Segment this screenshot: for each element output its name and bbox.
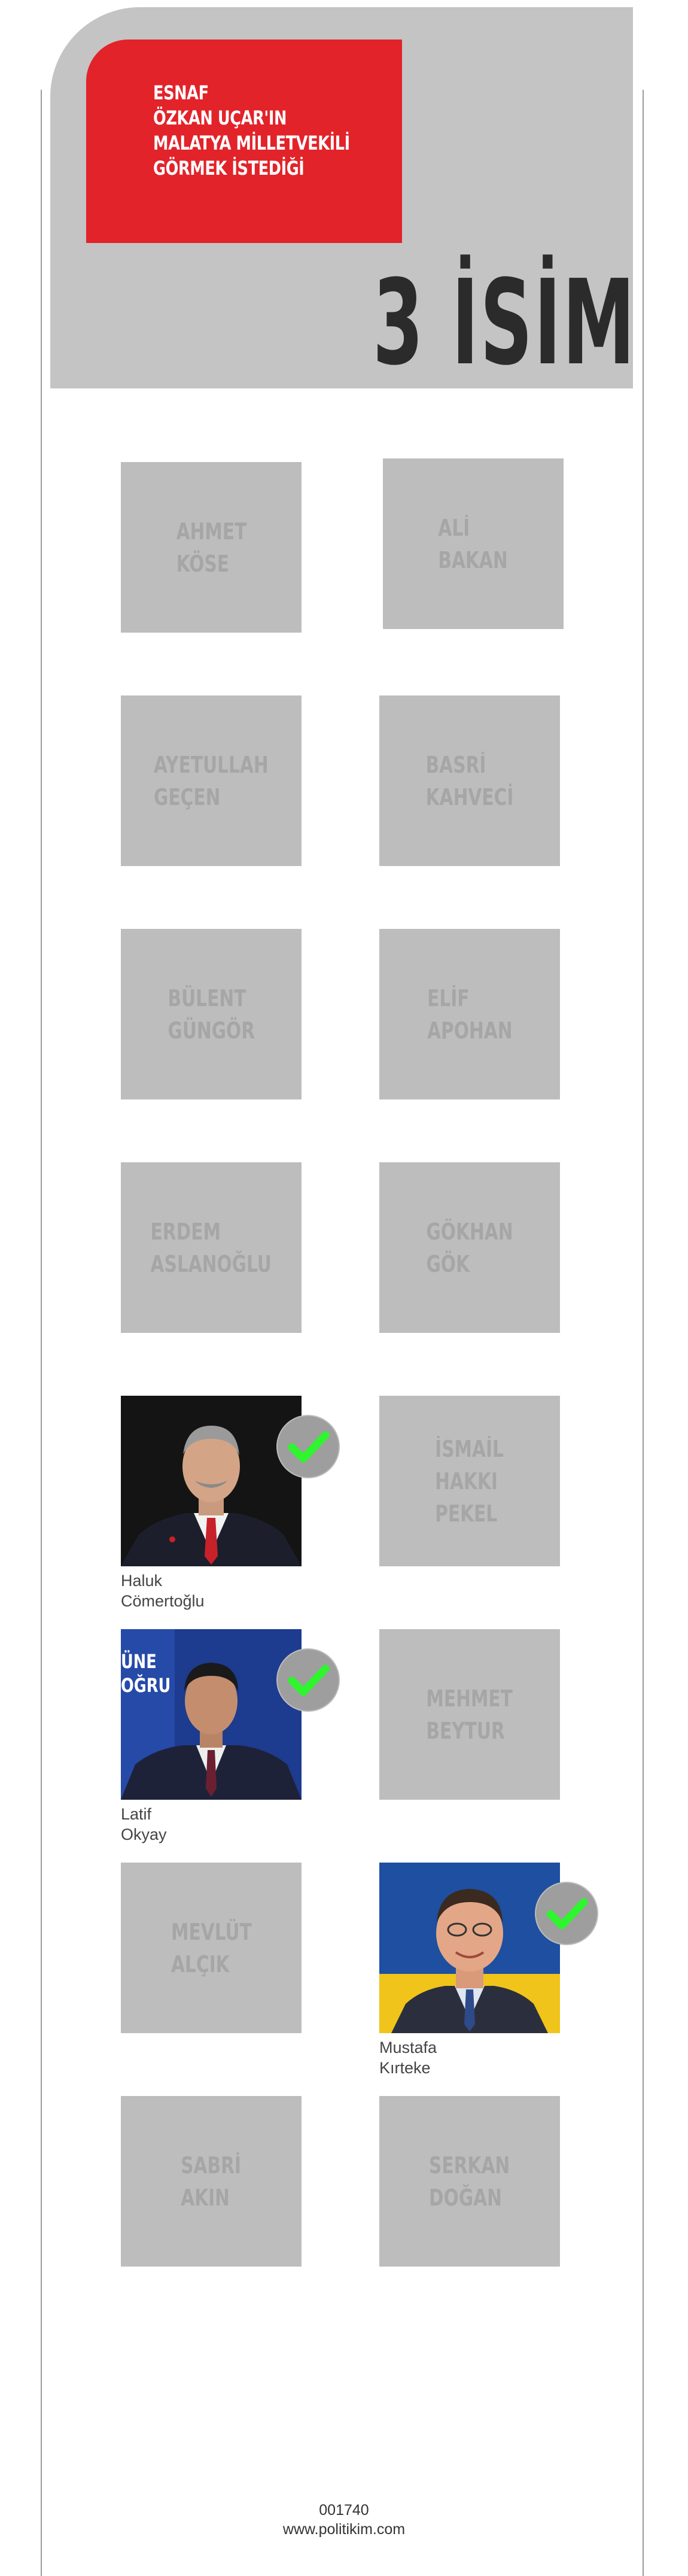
candidate-last-name: Kırteke (379, 2059, 431, 2077)
candidate-last-name: Okyay (121, 1825, 167, 1843)
candidate-name: SERKAN DOĞAN (429, 2152, 510, 2211)
candidate-first-name: Haluk (121, 1572, 163, 1590)
check-mark-icon (278, 1650, 339, 1711)
candidate-caption (379, 2037, 583, 2078)
footer (0, 2501, 688, 2539)
candidate-name: AYETULLAH GEÇEN (154, 751, 269, 810)
candidate-tile-latif-okyay (121, 1629, 302, 1843)
candidate-name: BASRİ KAHVECİ (425, 751, 514, 810)
candidate-name: SABRİ AKIN (181, 2152, 242, 2211)
footer-site: www.politikim.com (282, 2521, 406, 2538)
candidate-name: MEHMET BEYTUR (426, 1685, 513, 1744)
candidate-name: BÜLENT GÜNGÖR (168, 985, 255, 1044)
frame-line-right (643, 90, 644, 2576)
candidate-tile-ahmet-kose (121, 462, 302, 633)
candidate-tile-haluk-comertoglu (121, 1396, 302, 1610)
candidate-name: ELİF APOHAN (427, 985, 513, 1044)
candidate-caption (121, 1804, 324, 1845)
candidate-name: ALİ BAKAN (438, 514, 509, 573)
candidate-tile-mehmet-beytur (379, 1629, 560, 1800)
candidate-first-name: Mustafa (379, 2039, 437, 2056)
candidate-tile-elif-apohan (379, 929, 560, 1099)
candidate-tile-gokhan-gok (379, 1162, 560, 1333)
candidate-photo (121, 1396, 302, 1566)
candidate-tile-ali-bakan (383, 458, 564, 629)
check-mark-icon (278, 1416, 339, 1477)
candidate-name: AHMET KÖSE (176, 518, 246, 577)
candidate-name: MEVLÜT ALÇIK (171, 1918, 252, 1977)
footer-code: 001740 (319, 2502, 369, 2519)
header-title (153, 80, 350, 181)
candidate-first-name: Latif (121, 1805, 152, 1823)
check-mark-icon (536, 1883, 597, 1944)
header-line: GÖRMEK İSTEDİĞİ (153, 157, 305, 180)
header-line: ESNAF (153, 81, 209, 104)
backdrop-text: ÜNE OĞRU (121, 1650, 171, 1697)
candidate-tile-mustafa-kirteke (379, 1863, 560, 2077)
candidate-tile-mevlut-alcik (121, 1863, 302, 2033)
candidate-name: ERDEM ASLANOĞLU (150, 1218, 272, 1277)
candidate-name: İSMAİL HAKKI PEKEL (435, 1435, 504, 1527)
candidate-name: GÖKHAN GÖK (426, 1218, 513, 1277)
candidate-tile-serkan-dogan (379, 2096, 560, 2267)
header-line: ÖZKAN UÇAR'IN (153, 107, 287, 129)
candidate-caption (121, 1570, 324, 1611)
count-heading: 3 İSİM (373, 255, 637, 391)
candidate-photo (121, 1629, 302, 1800)
candidate-photo (379, 1863, 560, 2033)
portrait-illustration (379, 1863, 560, 2033)
portrait-illustration (121, 1396, 302, 1566)
candidate-tile-ayetullah-gecen (121, 695, 302, 866)
candidate-last-name: Cömertoğlu (121, 1592, 205, 1610)
candidate-tile-erdem-aslanoglu (121, 1162, 302, 1333)
candidate-tile-bulent-gungor (121, 929, 302, 1099)
candidate-tile-sabri-akin (121, 2096, 302, 2267)
candidate-tile-basri-kahveci (379, 695, 560, 866)
frame-line-left (41, 90, 42, 2576)
candidate-tile-ismail-hakki-pekel (379, 1396, 560, 1566)
header-line: MALATYA MİLLETVEKİLİ (153, 132, 350, 154)
